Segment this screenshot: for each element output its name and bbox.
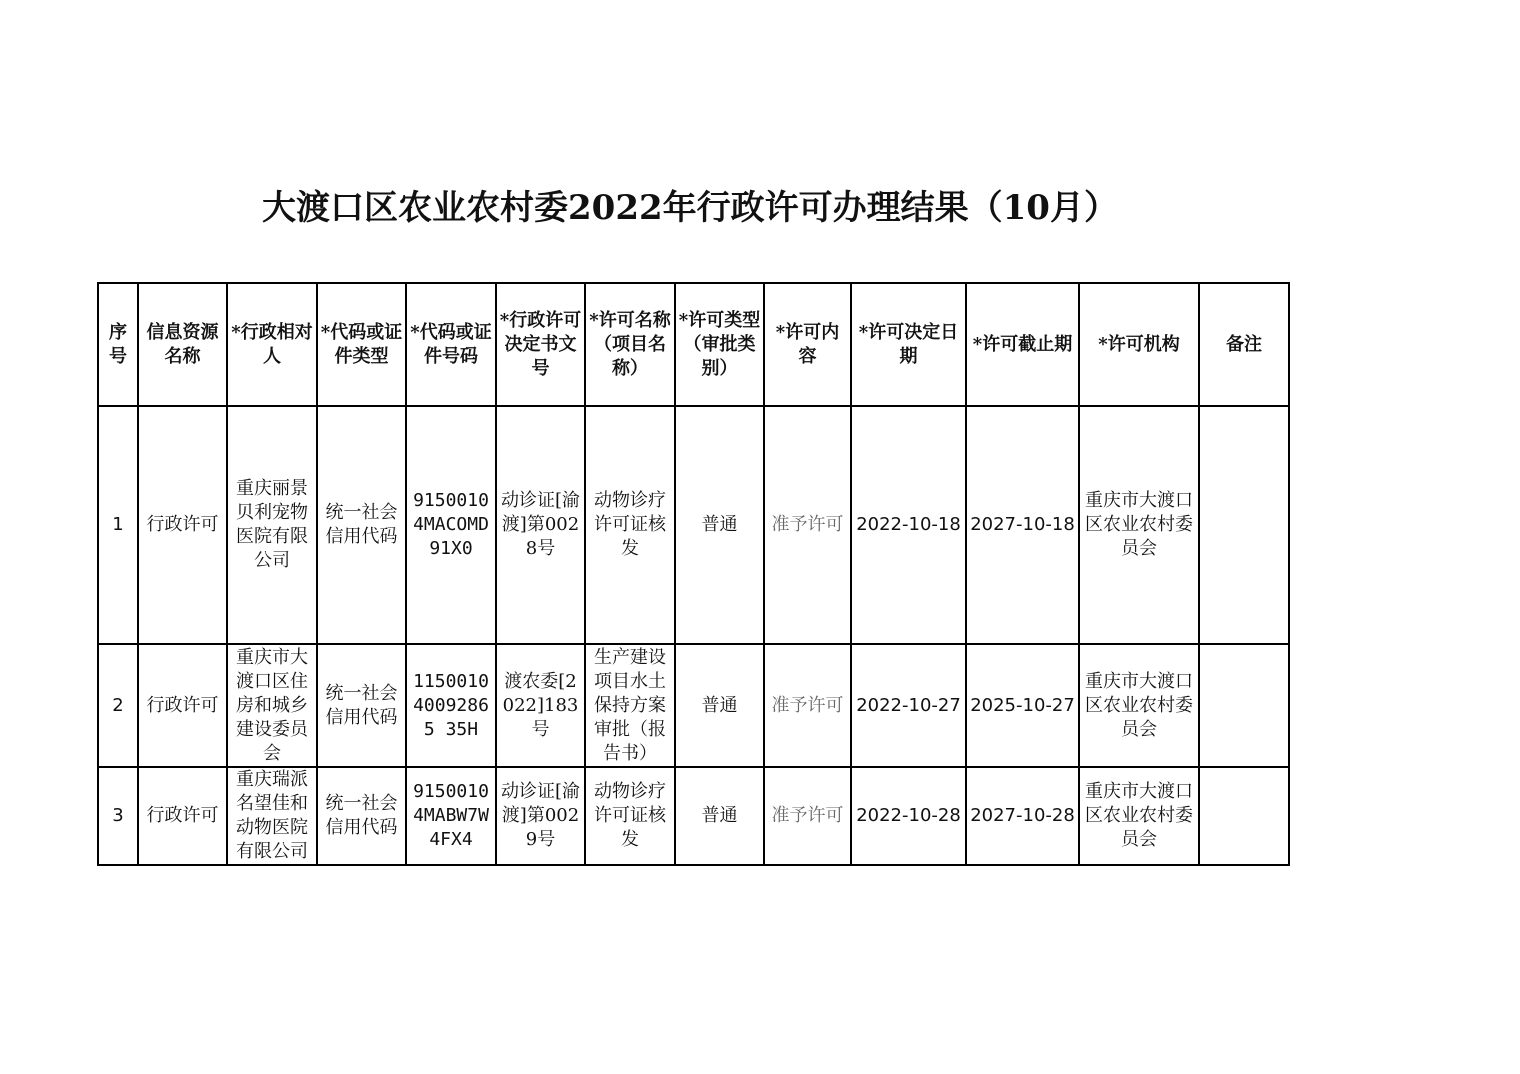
cell-code-type: 统一社会信用代码 [317,767,406,865]
permit-results-table [97,282,1290,866]
cell-code-type: 统一社会信用代码 [317,644,406,767]
cell-decision-no: 动诊证[渝渡]第0029号 [496,767,585,865]
cell-decision-no: 动诊证[渝渡]第0028号 [496,406,585,644]
cell-decision-date: 2022-10-27 [851,644,966,767]
cell-party: 重庆丽景贝利宠物医院有限公司 [227,406,317,644]
cell-content: 准予许可 [764,644,851,767]
cell-resource: 行政许可 [138,644,227,767]
cell-code-type: 统一社会信用代码 [317,406,406,644]
header-remark: 备注 [1199,283,1289,406]
cell-code-no: 91500104MABW7W4FX4 [406,767,496,865]
cell-permit-type: 普通 [675,644,764,767]
cell-decision-date: 2022-10-28 [851,767,966,865]
cell-permit-name: 生产建设项目水土保持方案审批（报告书） [585,644,675,767]
header-decision-no: *行政许可决定书文号 [496,283,585,406]
cell-permit-type: 普通 [675,767,764,865]
header-decision-date: *许可决定日期 [851,283,966,406]
cell-code-no: 91500104MACOMD91X0 [406,406,496,644]
table-row [98,406,1289,644]
cell-decision-no: 渡农委[2022]183号 [496,644,585,767]
header-code-type: *代码或证件类型 [317,283,406,406]
cell-seq: 2 [98,644,138,767]
cell-agency: 重庆市大渡口区农业农村委员会 [1079,644,1199,767]
header-resource: 信息资源名称 [138,283,227,406]
cell-agency: 重庆市大渡口区农业农村委员会 [1079,767,1199,865]
cell-resource: 行政许可 [138,767,227,865]
header-permit-type: *许可类型（审批类别） [675,283,764,406]
cell-remark [1199,406,1289,644]
cell-expiry: 2027-10-28 [966,767,1079,865]
cell-party: 重庆瑞派名望佳和动物医院有限公司 [227,767,317,865]
cell-content: 准予许可 [764,406,851,644]
cell-remark [1199,644,1289,767]
header-expiry: *许可截止期 [966,283,1079,406]
header-permit-name: *许可名称（项目名称） [585,283,675,406]
cell-resource: 行政许可 [138,406,227,644]
cell-decision-date: 2022-10-18 [851,406,966,644]
cell-seq: 3 [98,767,138,865]
cell-party: 重庆市大渡口区住房和城乡建设委员会 [227,644,317,767]
cell-content: 准予许可 [764,767,851,865]
header-seq: 序号 [98,283,138,406]
cell-remark [1199,767,1289,865]
table-row [98,767,1289,865]
cell-permit-name: 动物诊疗许可证核发 [585,767,675,865]
cell-permit-name: 动物诊疗许可证核发 [585,406,675,644]
cell-expiry: 2025-10-27 [966,644,1079,767]
cell-permit-type: 普通 [675,406,764,644]
page-title: 大渡口区农业农村委2022年行政许可办理结果（10月） [262,188,1118,228]
cell-agency: 重庆市大渡口区农业农村委员会 [1079,406,1199,644]
header-agency: *许可机构 [1079,283,1199,406]
header-content: *许可内容 [764,283,851,406]
cell-seq: 1 [98,406,138,644]
cell-code-no: 115001040092865 35H [406,644,496,767]
header-party: *行政相对人 [227,283,317,406]
header-code-no: *代码或证件号码 [406,283,496,406]
table-header-row [98,283,1289,406]
cell-expiry: 2027-10-18 [966,406,1079,644]
table-row [98,644,1289,767]
